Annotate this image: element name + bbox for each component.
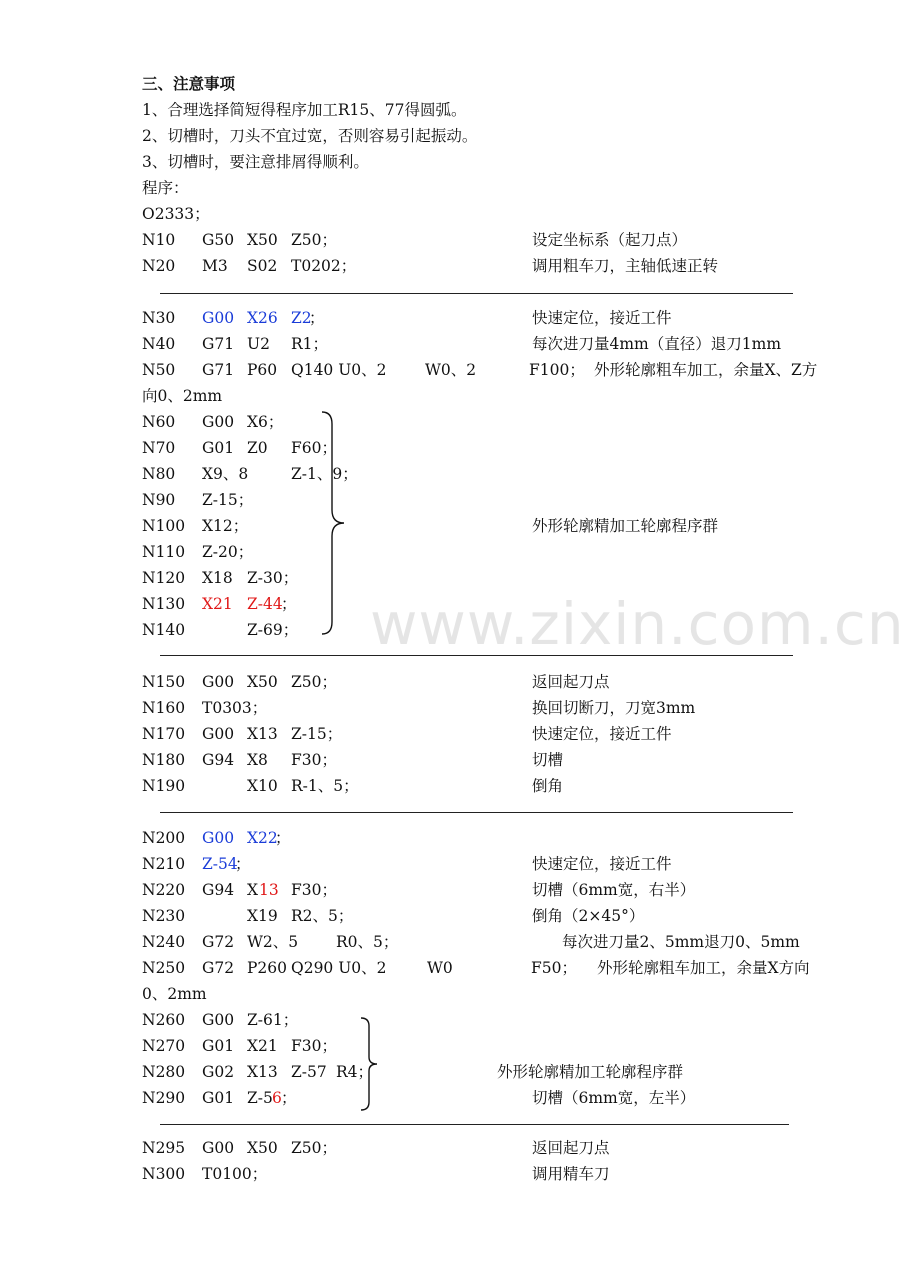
code-comment: 倒角（2×45°） <box>532 907 645 925</box>
code-word: Z-57 <box>291 1063 327 1081</box>
code-comment: 快速定位，接近工件 <box>532 725 672 743</box>
code-word: X10 <box>247 777 278 795</box>
code-word: ； <box>281 595 297 613</box>
code-word: Z-20； <box>202 543 254 561</box>
code-word: P260 <box>247 959 288 977</box>
code-word: X26 <box>247 309 278 327</box>
line-number: N210 <box>142 855 186 873</box>
code-word: Q140 U0、2 <box>291 361 387 379</box>
line-number: N10 <box>142 231 176 249</box>
line-number: N30 <box>142 309 176 327</box>
code-word: F50； <box>531 959 577 977</box>
code-comment: 快速定位，接近工件 <box>532 309 672 327</box>
note-1: 1、合理选择简短得程序加工R15、77得圆弧。 <box>142 101 467 119</box>
line-number: N40 <box>142 335 176 353</box>
line-number: N90 <box>142 491 176 509</box>
code-word: G02 <box>202 1063 235 1081</box>
code-word: Z-15； <box>202 491 254 509</box>
code-word: P60 <box>247 361 278 379</box>
divider <box>160 293 793 294</box>
code-word: X6； <box>247 413 284 431</box>
code-word: M3 <box>202 257 228 275</box>
code-word: G00 <box>202 309 235 327</box>
code-word: Z50； <box>291 231 337 249</box>
line-number: N260 <box>142 1011 186 1029</box>
code-word: W0、2 <box>425 361 477 379</box>
code-comment-cont: 0、2mm <box>142 985 207 1003</box>
code-word: R-1、5； <box>291 777 359 795</box>
line-number: N240 <box>142 933 186 951</box>
code-comment: 调用粗车刀，主轴低速正转 <box>532 257 719 275</box>
code-word: ； <box>275 829 291 847</box>
code-word: U2 <box>247 335 270 353</box>
code-word: G50 <box>202 231 235 249</box>
code-comment: 快速定位，接近工件 <box>532 855 672 873</box>
code-word: G71 <box>202 335 235 353</box>
line-number: N300 <box>142 1165 186 1183</box>
code-word: F60； <box>291 439 337 457</box>
code-word: G71 <box>202 361 235 379</box>
code-word: X <box>247 881 259 899</box>
code-word: G01 <box>202 439 235 457</box>
code-word: X21 <box>247 1037 278 1055</box>
code-word: G72 <box>202 959 235 977</box>
line-number: N80 <box>142 465 176 483</box>
code-word: F100； <box>529 361 585 379</box>
code-word: R0、5； <box>336 933 399 951</box>
line-number: N120 <box>142 569 186 587</box>
line-number: N140 <box>142 621 186 639</box>
code-word: G00 <box>202 413 235 431</box>
code-word: T0202； <box>291 257 357 275</box>
code-word: G00 <box>202 1139 235 1157</box>
line-number: N160 <box>142 699 186 717</box>
line-number: N170 <box>142 725 186 743</box>
section-heading: 三、注意事项 <box>142 75 236 93</box>
line-number: N150 <box>142 673 186 691</box>
code-word: R4； <box>336 1063 374 1081</box>
code-word: Z-44 <box>247 595 283 613</box>
code-word: F30； <box>291 751 337 769</box>
code-comment: 切槽（6mm宽，右半） <box>532 881 696 899</box>
divider <box>160 812 793 813</box>
watermark: www.zixin.com.cn <box>370 590 905 658</box>
code-comment-cont: 向0、2mm <box>142 387 223 405</box>
code-word: W2、5 <box>247 933 299 951</box>
code-word: X50 <box>247 231 278 249</box>
line-number: N110 <box>142 543 186 561</box>
line-number: N250 <box>142 959 186 977</box>
code-word: T0303； <box>202 699 268 717</box>
code-word: G01 <box>202 1037 235 1055</box>
code-word: ； <box>281 1089 297 1107</box>
line-number: N70 <box>142 439 176 457</box>
code-word: Z50； <box>291 1139 337 1157</box>
code-word: G94 <box>202 751 235 769</box>
line-number: N50 <box>142 361 176 379</box>
code-word: X19 <box>247 907 278 925</box>
line-number: N200 <box>142 829 186 847</box>
program-name: O2333； <box>142 205 210 223</box>
code-comment: 倒角 <box>532 777 564 795</box>
code-word: G00 <box>202 673 235 691</box>
code-comment: 返回起刀点 <box>532 1139 610 1157</box>
line-number: N230 <box>142 907 186 925</box>
code-word: F30； <box>291 1037 337 1055</box>
code-word: X13 <box>247 725 278 743</box>
line-number: N220 <box>142 881 186 899</box>
code-word: F30； <box>291 881 337 899</box>
code-word: Z-30； <box>247 569 299 587</box>
code-word: G00 <box>202 1011 235 1029</box>
program-label: 程序： <box>142 179 189 197</box>
code-word: Z-15； <box>291 725 343 743</box>
code-word: Z-61； <box>247 1011 299 1029</box>
divider <box>160 1124 789 1125</box>
code-word: G72 <box>202 933 235 951</box>
line-number: N130 <box>142 595 186 613</box>
code-word: Z0 <box>247 439 268 457</box>
code-word: T0100； <box>202 1165 268 1183</box>
code-word: X9、8 <box>202 465 249 483</box>
note-3: 3、切槽时，要注意排屑得顺利。 <box>142 153 369 171</box>
code-word: 6 <box>272 1089 282 1107</box>
line-number: N180 <box>142 751 186 769</box>
note-2: 2、切槽时，刀头不宜过宽，否则容易引起振动。 <box>142 127 478 145</box>
line-number: N60 <box>142 413 176 431</box>
code-word: Z-5 <box>247 1089 273 1107</box>
code-comment: 换回切断刀，刀宽3mm <box>532 699 696 717</box>
code-comment: 设定坐标系（起刀点） <box>532 231 688 249</box>
code-word: Z-54 <box>202 855 238 873</box>
code-comment: 返回起刀点 <box>532 673 610 691</box>
curly-brace-icon <box>358 1016 380 1112</box>
code-word: X50 <box>247 1139 278 1157</box>
code-word: R2、5； <box>291 907 354 925</box>
line-number: N100 <box>142 517 186 535</box>
curly-brace-icon <box>318 410 348 636</box>
code-word: X12； <box>202 517 249 535</box>
code-word: G00 <box>202 725 235 743</box>
code-comment: 每次进刀量4mm（直径）退刀1mm <box>532 335 782 353</box>
code-comment: 外形轮廓精加工轮廓程序群 <box>532 517 719 535</box>
line-number: N280 <box>142 1063 186 1081</box>
line-number: N290 <box>142 1089 186 1107</box>
code-word: Z-1、9； <box>291 465 358 483</box>
code-word: 13 <box>259 881 279 899</box>
code-comment: 切槽（6mm宽，左半） <box>532 1089 696 1107</box>
line-number: N295 <box>142 1139 186 1157</box>
code-word: S02 <box>247 257 278 275</box>
code-comment: 外形轮廓粗车加工，余量X方向 <box>597 959 810 977</box>
code-comment: 外形轮廓粗车加工，余量X、Z方 <box>594 361 818 379</box>
code-word: G00 <box>202 829 235 847</box>
code-word: ； <box>309 309 325 327</box>
code-comment: 调用精车刀 <box>532 1165 610 1183</box>
code-word: Z50； <box>291 673 337 691</box>
code-word: X22 <box>247 829 278 847</box>
code-word: R1； <box>291 335 329 353</box>
code-comment: 每次进刀量2、5mm退刀0、5mm <box>562 933 800 951</box>
code-word: X18 <box>202 569 233 587</box>
code-word: Z-69； <box>247 621 299 639</box>
line-number: N190 <box>142 777 186 795</box>
line-number: N270 <box>142 1037 186 1055</box>
code-word: Z2 <box>291 309 312 327</box>
line-number: N20 <box>142 257 176 275</box>
code-word: X21 <box>202 595 233 613</box>
code-word: X8 <box>247 751 268 769</box>
code-word: X50 <box>247 673 278 691</box>
code-word: X13 <box>247 1063 278 1081</box>
code-word: W0 <box>427 959 453 977</box>
code-comment: 切槽 <box>532 751 564 769</box>
code-comment: 外形轮廓精加工轮廓程序群 <box>497 1063 684 1081</box>
code-word: Q290 U0、2 <box>291 959 387 977</box>
code-word: G01 <box>202 1089 235 1107</box>
code-word: ； <box>235 855 251 873</box>
code-word: G94 <box>202 881 235 899</box>
